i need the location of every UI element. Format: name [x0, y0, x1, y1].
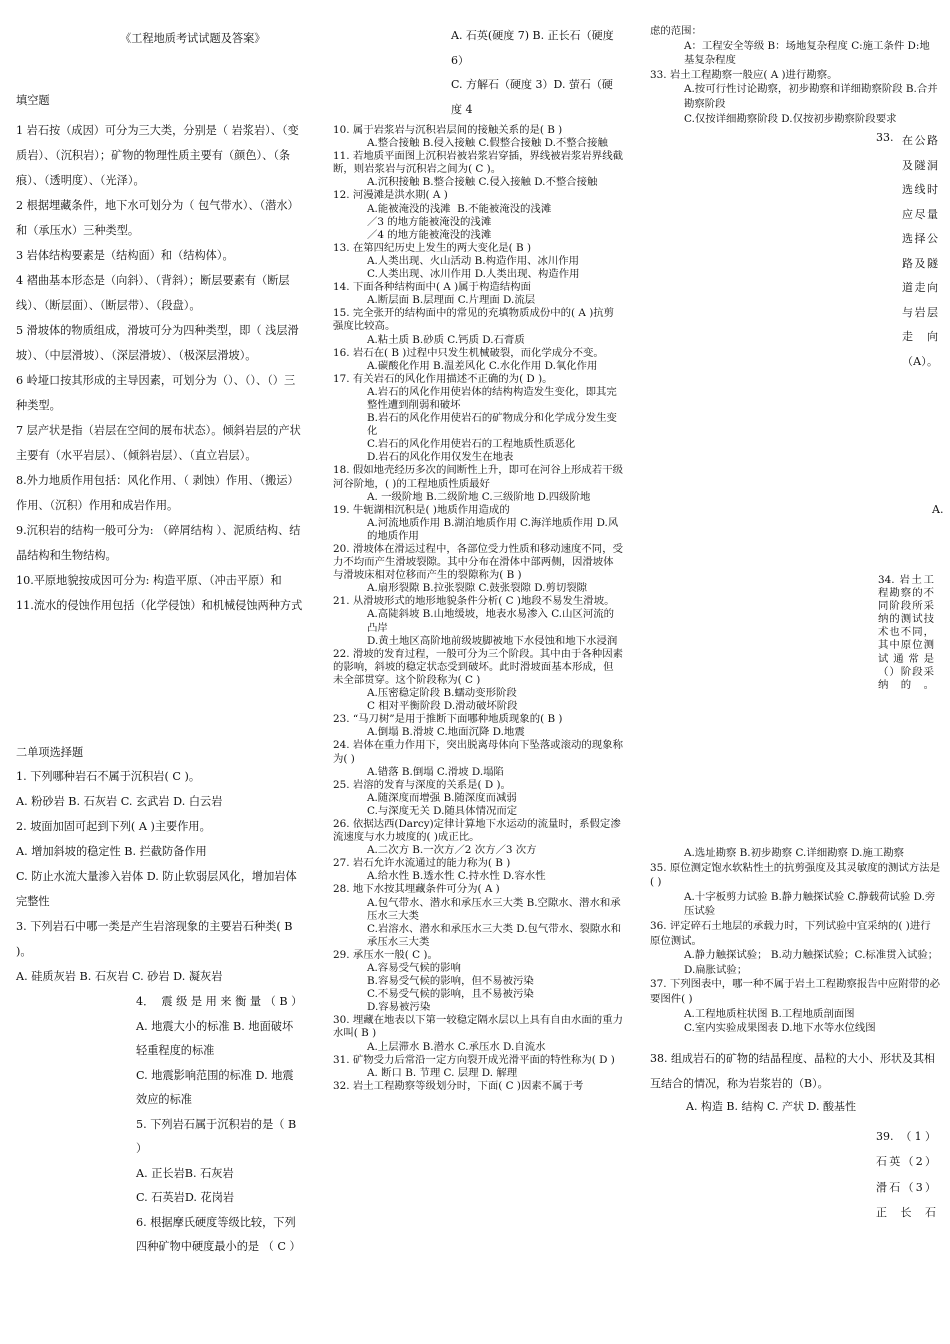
- choice-question: 18. 假如地壳经历多次的间断性上升，即可在河谷上形成若干级河谷阶地，( )的工程地质性质最好: [333, 464, 623, 490]
- choice-options: C.与深度无关 D.随具体情况而定: [367, 804, 518, 817]
- choice-options: A.静力触探试验； B.动力触探试验；C.标准贯入试验；D.扁胀试验；: [684, 949, 939, 976]
- choice-options: C.人类出现、冰川作用 D.人类出现、构造作用: [367, 268, 580, 281]
- fill-question: 4 褶曲基本形态是（向斜）、（背斜）；断层要素有（断层线）、（断层面）、（断层带）、（段盘）。: [16, 274, 290, 312]
- choice-question: 33. 岩土工程勘察一般应( A )进行勘察。: [650, 68, 838, 81]
- choice-options: A. 地震大小的标准 B. 地面破坏轻重程度的标准: [136, 1019, 294, 1057]
- choice-options: A.随深度而增强 B.随深度而减弱: [367, 791, 517, 804]
- choice-options: A. 增加斜坡的稳定性 B. 拦截防备作用: [16, 845, 207, 858]
- choice-options: A.工程地质柱状图 B.工程地质剖面图: [684, 1007, 855, 1020]
- choice-options: A：工程安全等级 B：场地复杂程度 C:施工条件 D:地基复杂程度: [684, 39, 930, 67]
- choice-question: 31. 矿物受力后常沿一定方向裂开成光滑平面的特性称为( D ): [333, 1053, 615, 1066]
- document-title: 《工程地质考试试题及答案》: [120, 32, 266, 45]
- choice-options: C. 石英岩D. 花岗岩: [136, 1191, 235, 1204]
- choice-question: 3. 下列岩石中哪一类是产生岩溶现象的主要岩石种类( B )。: [16, 920, 297, 958]
- choice-options: A. 构造 B. 结构 C. 产状 D. 酸基性: [686, 1100, 856, 1113]
- choice-options: A.碳酸化作用 B.温差风化 C.水化作用 D.氧化作用: [367, 359, 598, 372]
- choice-question: 5. 下列岩石属于沉积岩的是（ B ）: [136, 1117, 300, 1155]
- choice-options: A.给水性 B.透水性 C.持水性 D.容水性: [367, 870, 546, 883]
- choice-question: 35. 原位测定饱水软粘性土的抗剪强度及其灵敏度的测试方法是( ): [650, 861, 940, 889]
- choice-options: A.断层面 B.层理面 C.片理面 D.流层: [367, 294, 536, 307]
- choice-question: 13. 在第四纪历史上发生的两大变化是( B ): [333, 241, 532, 254]
- fill-question-list: [16, 118, 306, 618]
- choice-options: A.: [932, 503, 944, 516]
- choice-question: 38. 组成岩石的矿物的结晶程度、晶粒的大小、形状及其相互结合的情况，称为岩浆岩的（B）。: [650, 1052, 935, 1090]
- question-number: 33.: [876, 131, 894, 144]
- choice-options: A.高陡斜坡 B.山地缓坡，地表水易渗入 C.山区河流的凸岸: [367, 608, 615, 634]
- fill-question: 3 岩体结构要素是（结构面）和（结构体）。: [16, 249, 234, 262]
- choice-question: 29. 承压水一般( C )。: [333, 948, 438, 961]
- choice-options: C. 方解石（硬度 3）D. 萤石（硬度 4: [451, 78, 613, 116]
- choice-question: 19. 牛轭湖相沉积是( )地质作用造成的: [333, 503, 510, 516]
- fill-question: 5 滑坡体的物质组成，滑坡可分为四种类型，即（ 浅层滑坡）、（中层滑坡）、（深层滑坡）、（极深层滑坡）。: [16, 324, 299, 362]
- choice-question: 22. 滑坡的发育过程，一般可分为三个阶段。其中由于各种因素的影响，斜坡的稳定状态受到破坏。此时滑坡面基本形成，但未全部贯穿。这个阶段称为( C ): [333, 647, 623, 686]
- choice-options: A. 断口 B. 节理 C. 层理 D. 解理: [367, 1066, 518, 1079]
- choice-options: A.包气带水、潜水和承压水三大类 B.空隙水、潜水和承压水三大类: [367, 896, 621, 922]
- section-heading-fill: 填空题: [16, 94, 50, 107]
- choice-options: A.选址勘察 B.初步勘察 C.详细勘察 D.施工勘察: [684, 847, 905, 859]
- choice-question: 14. 下面各种结构面中( A )属于构造结构面: [333, 281, 531, 294]
- choice-options: A.扇形裂隙 B.拉张裂隙 C.鼓张裂隙 D.剪切裂隙: [367, 582, 588, 595]
- choice-question: 1. 下列哪种岩石不属于沉积岩( C )。: [16, 770, 201, 783]
- choice-question-list: [650, 846, 940, 1036]
- choice-question: 17. 有关岩石的风化作用描述不正确的为( D )。: [333, 372, 553, 385]
- choice-options: C 相对平衡阶段 D.滑动破坏阶段: [367, 700, 518, 713]
- choice-options: D.容易被污染: [367, 1001, 431, 1014]
- choice-options: B.岩石的风化作用使岩石的矿物成分和化学成分发生变化: [367, 412, 617, 438]
- choice-question-list: [16, 764, 306, 989]
- choice-options: C.仅按详细勘察阶段 D.仅按初步勘察阶段要求: [684, 112, 897, 125]
- choice-options: A.上层滞水 B.潜水 C.承压水 D.自流水: [367, 1040, 546, 1053]
- choice-options: B.容易受气候的影响，但不易被污染: [367, 975, 534, 988]
- fill-question: 11.流水的侵蚀作用包括（化学侵蚀）和机械侵蚀两种方式: [16, 599, 303, 612]
- choice-options: C. 防止水流大量渗入岩体 D. 防止软弱层风化，增加岩体完整性: [16, 870, 297, 908]
- choice-options: D.黄土地区高阶地前级坡脚被地下水侵蚀和地下水浸润: [367, 634, 618, 647]
- choice-options: 虑的范围：: [650, 25, 702, 37]
- choice-question: 37. 下列图表中，哪一种不属于岩土工程勘察报告中应附带的必要图件( ): [650, 978, 940, 1005]
- choice-options: A. 粉砂岩 B. 石灰岩 C. 玄武岩 D. 白云岩: [16, 795, 223, 808]
- choice-question: 2. 坡面加固可起到下列( A )主要作用。: [16, 820, 211, 833]
- choice-options: A.粘土质 B.砂质 C.钙质 D.石膏质: [367, 333, 525, 346]
- choice-options-top: [451, 24, 621, 122]
- choice-question: 6. 根据摩氏硬度等级比较，下列四种矿物中硬度最小的是 （ C ）: [136, 1215, 301, 1253]
- choice-options: A. 一级阶地 B.二级阶地 C.三级阶地 D.四级阶地: [367, 490, 591, 503]
- choice-question: 30. 埋藏在地表以下第一较稳定隔水层以上具有自由水面的重力水叫( B ): [333, 1014, 623, 1040]
- choice-options: A.沉积接触 B.整合接触 C.侵入接触 D.不整合接触: [367, 176, 598, 189]
- narrow-question-body: 34. 岩土工程勘察的不同阶段所采纳的测试技术也不同，其中原位测试通常是（）阶段采纳的。: [878, 574, 934, 691]
- choice-options: A.人类出现、火山活动 B.构造作用、冰川作用: [367, 254, 580, 267]
- choice-options: C.岩溶水、潜水和承压水三大类 D.包气带水、裂隙水和承压水三大类: [367, 922, 622, 948]
- choice-question: 32. 岩土工程勘察等级划分时，下面( C )因素不属于考: [333, 1079, 584, 1092]
- choice-question: 28. 地下水按其埋藏条件可分为( A ): [333, 883, 500, 896]
- choice-options: D.岩石的风化作用仅发生在地表: [367, 451, 514, 464]
- choice-question-list: [650, 24, 940, 126]
- choice-question: 21. 从滑坡形式的地形地貌条件分析( C )地段不易发生滑坡。: [333, 595, 615, 608]
- fill-question: 2 根据埋藏条件，地下水可划分为（ 包气带水）、（潜水）和（承压水）三种类型。: [16, 199, 299, 237]
- choice-options: A.容易受气候的影响: [367, 962, 461, 974]
- choice-question: 12. 河漫滩是洪水期( A ): [333, 189, 448, 202]
- fill-question: 9.沉积岩的结构一般可分为: （碎屑结构 ）、泥质结构、结晶结构和生物结构。: [16, 524, 301, 562]
- choice-question: 24. 岩体在重力作用下，突出脱离母体向下坠落或滚动的现象称为( ): [333, 739, 623, 765]
- choice-question: 23. “马刀树”是用于推断下面哪种地质现象的( B ): [333, 713, 563, 726]
- choice-question: 11. 若地质平面图上沉积岩被岩浆岩穿插，界线被岩浆岩界线截断，则岩浆岩与沉积岩之间为( C )。: [333, 150, 623, 176]
- choice-options: A.十字板剪力试验 B.静力触探试验 C.静载荷试验 D.旁压试验: [684, 890, 936, 918]
- choice-options: C.岩石的风化作用使岩石的工程地质性质恶化: [367, 438, 576, 451]
- fill-question: 8.外力地质作用包括：风化作用、（ 剥蚀）作用、（搬运）作用、（沉积）作用和成岩作用。: [16, 474, 299, 512]
- choice-options: A.河流地质作用 B.湖泊地质作用 C.海洋地质作用 D.风的地质作用: [367, 516, 619, 542]
- choice-question: 16. 岩石在( B )过程中只发生机械破裂，而化学成分不变。: [333, 346, 604, 359]
- choice-question: 4． 震 级 是 用 来 衡 量 （ B ）: [136, 995, 303, 1008]
- fill-question: 1 岩石按（成因）可分为三大类，分别是（ 岩浆岩）、（变质岩）、（沉积岩）；矿物的物理性质主要有（颜色）、（条痕）、（透明度）、（光泽）。: [16, 124, 299, 187]
- choice-options: A.岩石的风化作用使岩体的结构构造发生变化，即其完整性遭到削弱和破坏: [367, 385, 617, 411]
- choice-question: 26. 依据达西(Darcy)定律计算地下水运动的流量时，系假定渗流速度与水力坡度的( )成正比。: [333, 817, 621, 844]
- choice-options: A. 硅质灰岩 B. 石灰岩 C. 砂岩 D. 凝灰岩: [16, 970, 223, 983]
- narrow-question-body: 39. （1）石英（2）滑石（3）正长石: [876, 1130, 936, 1219]
- choice-options: A. 石英(硬度 7) B. 正长石（硬度 6）: [451, 29, 618, 67]
- choice-options: A.二次方 B.一次方／2 次方／3 次方: [367, 844, 537, 857]
- choice-options: ／3 的地方能被淹没的浅滩: [367, 215, 492, 228]
- section-heading-choice: 二单项选择题: [16, 746, 84, 759]
- choice-options: A.倒塌 B.滑坡 C.地面沉降 D.地震: [367, 726, 525, 739]
- choice-options: A.压密稳定阶段 B.蠕动变形阶段: [367, 687, 517, 700]
- choice-options: C. 地震影响范围的标准 D. 地震效应的标准: [136, 1068, 294, 1106]
- choice-options: A.整合接触 B.侵入接触 C.假整合接触 D.不整合接触: [367, 137, 608, 150]
- choice-question: 15. 完全张开的结构面中的常见的充填物质成份中的( A )抗剪强度比较高。: [333, 307, 615, 333]
- choice-options: A.按可行性讨论勘察，初步勘察和详细勘察阶段 B.合并勘察阶段: [684, 83, 938, 110]
- choice-options: ／4 的地方能被淹没的浅滩: [367, 228, 492, 241]
- choice-question-narrow-block: [136, 990, 304, 1260]
- narrow-question-body: 在公路及隧洞选线时应尽量选择公路及隧道走向与岩层走向（A）。: [902, 134, 938, 368]
- fill-question: 7 层产状是指（岩层在空间的展布状态）。倾斜岩层的产状主要有（水平岩层）、（倾斜岩层）、（直立岩层）。: [16, 424, 301, 462]
- choice-options: C.室内实验成果图表 D.地下水等水位线图: [684, 1022, 876, 1035]
- choice-options: C.不易受气候的影响，且不易被污染: [367, 988, 534, 1001]
- choice-options: A.错落 B.倒塌 C.滑坡 D.塌陷: [367, 765, 504, 778]
- choice-question: 25. 岩溶的发育与深度的关系是( D )。: [333, 778, 511, 791]
- fill-question: 10.平原地貌按成因可分为: 构造平原、（冲击平原）和: [16, 574, 282, 587]
- choice-options: A. 正长岩B. 石灰岩: [136, 1166, 234, 1180]
- choice-question: 27. 岩石允许水流通过的能力称为( B ): [333, 857, 511, 870]
- fill-question: 6 岭垭口按其形成的主导因素，可划分为（）、（）、（）三种类型。: [16, 374, 296, 412]
- choice-question: 10. 属于岩浆岩与沉积岩层间的接触关系的是( B ): [333, 124, 563, 136]
- choice-options: A.能被淹没的浅滩 B.不能被淹没的浅滩: [367, 202, 552, 215]
- choice-question: 36. 评定碎石土地层的承载力时，下列试验中宜采纳的( )进行原位测试。: [650, 919, 931, 947]
- choice-question: 20. 滑坡体在滑运过程中，各部位受力性质和移动速度不同，受力不均而产生滑坡裂隙。其中分布在滑体中部两侧，因滑坡体与滑坡床相对位移而产生的裂隙称为( B ): [333, 543, 623, 582]
- choice-question-list: [333, 124, 623, 1093]
